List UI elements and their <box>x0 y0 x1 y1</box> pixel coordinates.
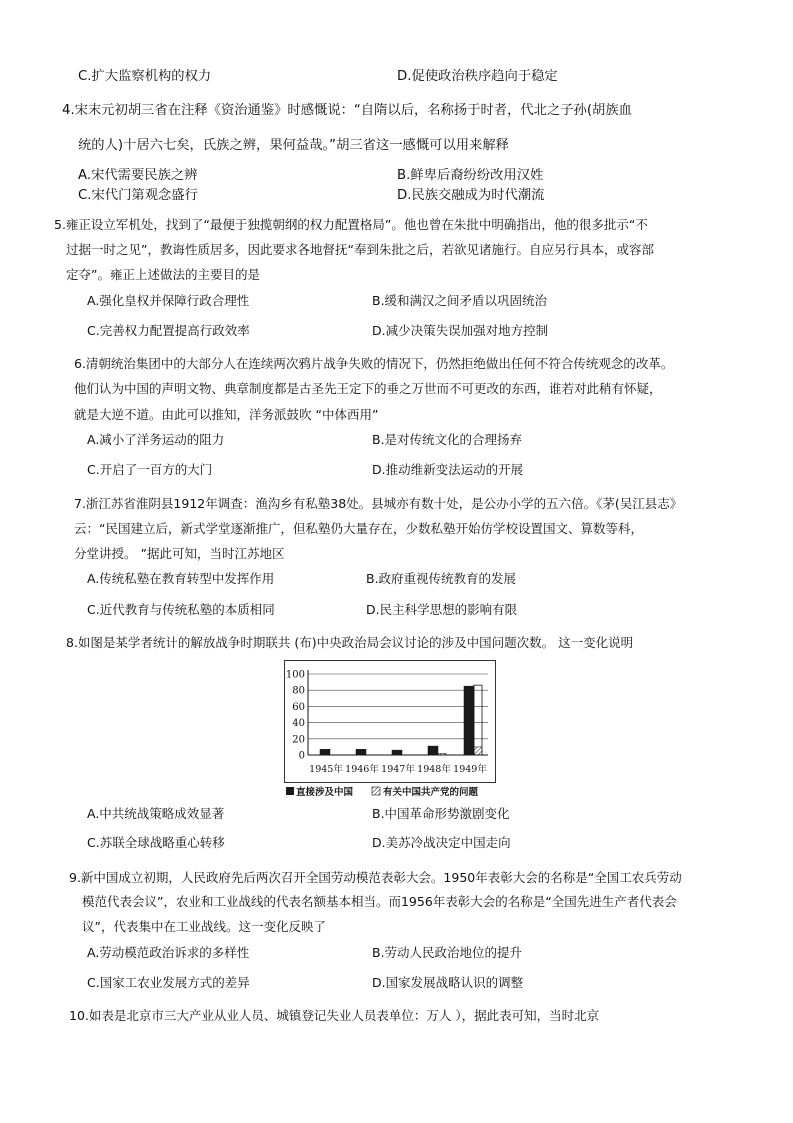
q9-option-c: C.国家工农业发展方式的差异 <box>87 975 250 990</box>
q5-stem-line3: 定夺”。雍正上述做法的主要目的是 <box>66 267 260 282</box>
q9-option-b: B.劳动人民政治地位的提升 <box>372 945 523 960</box>
q9-stem-line1: 9.新中国成立初期，人民政府先后两次召开全国劳动模范表彰大会。1950年表彰大会的名称是“全国工农兵劳动 <box>69 870 682 885</box>
legend-swatch-direct <box>286 787 294 795</box>
q6-stem-line1: 6.清朝统治集团中的大部分人在连续两次鸦片战争失败的情况下，仍然拒绝做出任何不符合传统观念的改革。 <box>74 356 674 371</box>
legend-label-ccp: 有关中国共产党的问题 <box>383 787 479 798</box>
legend-label-direct: 直接涉及中国 <box>296 787 354 798</box>
x-tick-label: 1945年 <box>309 764 343 775</box>
q7-stem-line1: 7.浙江苏省淮阴县1912年调查：渔沟乡有私塾38处。县城亦有数十处，是公办小学的五六倍。《茅(吴江县志》 <box>74 496 683 511</box>
q4-option-a: A.宋代需要民族之辨 <box>78 168 198 183</box>
q6-stem-line2: 他们认为中国的声明文物、典章制度都是古圣先王定下的垂之万世而不可更改的东西，谁若对此稍有怀疑， <box>74 381 662 396</box>
q5-stem-line2: 过据一时之见”，教诲性质居多，因此要求各地督抚“奉到朱批之后，若欲见诸施行。自应另行具本，或容部 <box>66 242 654 257</box>
bar-ccp-issue <box>474 747 482 755</box>
x-tick-label: 1949年 <box>453 764 487 775</box>
q7-stem-line2: 云：“民国建立后，新式学堂逐渐推广，但私塾仍大量存在，少数私塾开始仿学校设置国文、算数等科， <box>74 521 643 536</box>
q8-option-a: A.中共统战策略成效显著 <box>87 806 225 821</box>
q7-option-d: D.民主科学思想的影响有限 <box>366 602 518 617</box>
y-tick-label: 20 <box>292 734 305 746</box>
y-tick-label: 100 <box>285 669 305 681</box>
y-tick-label: 60 <box>292 701 305 713</box>
x-tick-label: 1947年 <box>381 764 415 775</box>
q7-option-c: C.近代教育与传统私塾的本质相同 <box>87 602 275 617</box>
q10-stem-line1: 10.如表是北京市三大产业从业人员、城镇登记失业人员表单位：万人 ），据此表可知，当时北京 <box>69 1008 600 1023</box>
bar-chart <box>284 660 496 800</box>
q9-stem-line2: 模范代表会议”，农业和工业战线的代表名额基本相当。而1956年表彰大会的名称是“全国先进生产者代表会 <box>82 894 677 909</box>
q8-option-d: D.美苏冷战决定中国走向 <box>372 835 511 850</box>
q6-option-b: B.是对传统文化的合理扬弃 <box>372 432 523 447</box>
bar-direct-china <box>392 750 402 755</box>
y-tick-label: 0 <box>298 750 305 762</box>
q9-option-a: A.劳动模范政治诉求的多样性 <box>87 945 250 960</box>
q5-option-b: B.缓和满汉之间矛盾以巩固统治 <box>372 293 548 308</box>
q3-option-c: C.扩大监察机构的权力 <box>78 69 212 84</box>
bar-direct-china <box>464 686 474 755</box>
q4-option-c: C.宋代门第观念盛行 <box>78 188 198 203</box>
bar-direct-china <box>428 746 438 755</box>
x-tick-label: 1948年 <box>417 764 451 775</box>
q4-option-b: B.鲜卑后裔纷纷改用汉姓 <box>397 168 544 183</box>
y-tick-label: 40 <box>292 718 305 730</box>
q7-option-b: B.政府重视传统教育的发展 <box>366 571 517 586</box>
legend-swatch-ccp <box>372 787 380 795</box>
x-tick-label: 1946年 <box>345 764 379 775</box>
bar-ccp-issue <box>438 753 446 755</box>
q4-stem-line1: 4.宋末元初胡三省在注释《资治通鉴》时感慨说：“自隋以后，名称扬于时者，代北之子孙(胡族血 <box>62 103 632 118</box>
y-tick-label: 80 <box>292 685 305 697</box>
q4-stem-line2: 统的人)十居六七矣，氏族之辨，果何益哉。”胡三省这一感慨可以用来解释 <box>78 138 509 153</box>
bar-direct-china <box>356 749 366 755</box>
bar-direct-china <box>320 749 330 755</box>
q6-option-a: A.减小了洋务运动的阻力 <box>87 432 225 447</box>
q9-option-d: D.国家发展战略认识的调整 <box>372 975 524 990</box>
q6-option-d: D.推动维新变法运动的开展 <box>372 462 524 477</box>
q4-option-d: D.民族交融成为时代潮流 <box>397 188 545 203</box>
q3-option-d: D.促使政治秩序趋向于稳定 <box>397 69 558 84</box>
q5-stem-line1: 5.雍正设立军机处，找到了“最便于独揽朝纲的权力配置格局”。他也曾在朱批中明确指出，他的很多批示“不 <box>54 217 648 232</box>
q6-stem-line3: 就是大逆不道。由此可以推知，洋务派鼓吹 “中体西用” <box>74 407 379 422</box>
q8-option-c: C.苏联全球战略重心转移 <box>87 835 225 850</box>
q7-stem-line3: 分堂讲授。 ”据此可知，当时江苏地区 <box>74 546 285 561</box>
q8-option-b: B.中国革命形势激剧变化 <box>372 806 510 821</box>
q6-option-c: C.开启了一百方的大门 <box>87 462 213 477</box>
q5-option-d: D.减少决策失误加强对地方控制 <box>372 323 549 338</box>
q7-option-a: A.传统私塾在教育转型中发挥作用 <box>87 571 275 586</box>
q5-option-c: C.完善权力配置提高行政效率 <box>87 323 250 338</box>
q8-stem-line1: 8.如图是某学者统计的解放战争时期联共 (布)中央政治局会议讨论的涉及中国问题次数。 这一变化说明 <box>66 635 634 650</box>
q9-stem-line3: 议”，代表集中在工业战线。这一变化反映了 <box>82 919 326 934</box>
q5-option-a: A.强化皇权并保障行政合理性 <box>87 293 250 308</box>
